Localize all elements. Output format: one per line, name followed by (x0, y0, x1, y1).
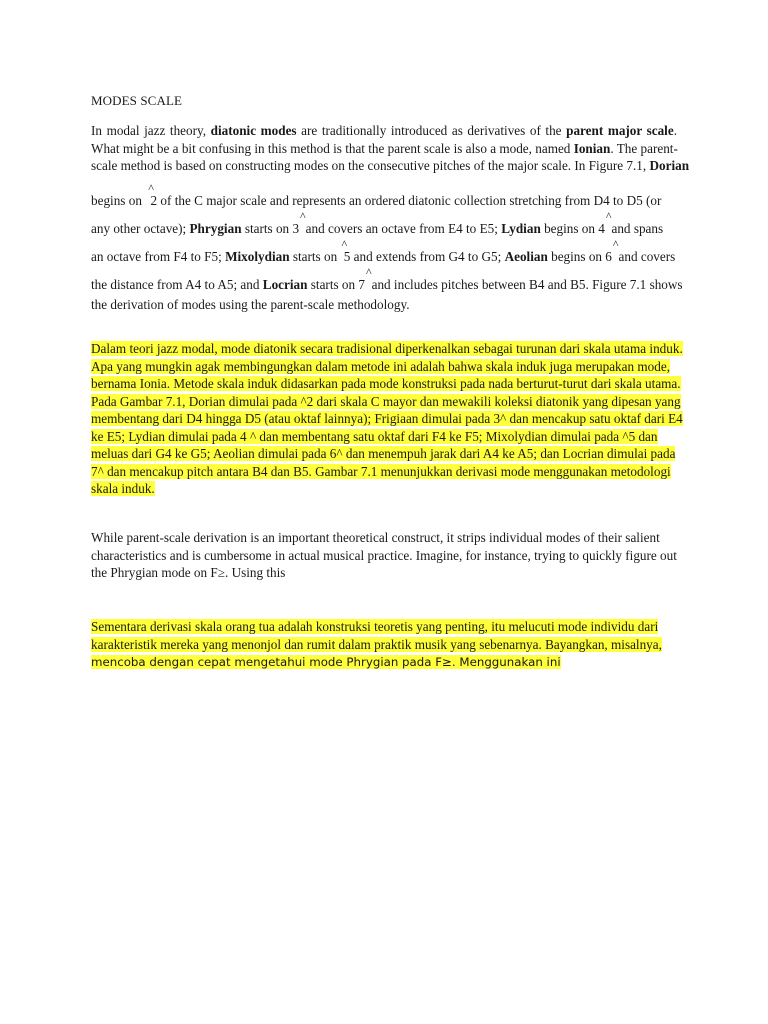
p2-line (91, 340, 683, 358)
p2-line (91, 393, 681, 411)
p1-line-4 (91, 192, 677, 220)
p2-line (91, 375, 681, 393)
highlighted-text: ke E5; Lydian dimulai pada 4 ^ dan membentang satu oktaf dari F4 ke F5; Mixolydian dimulai pada ^5 dan (91, 428, 658, 444)
paragraph-english-2 (91, 529, 678, 582)
p1-line-5 (91, 220, 677, 248)
highlighted-text: bernama Ionia. Metode skala induk didasarkan pada mode konstruksi pada nada berturut-turut dari skala utama. (91, 376, 681, 391)
hat-mark (605, 220, 608, 238)
text-run: begins on (91, 193, 146, 208)
highlighted-text: meluas dari G4 ke G5; Aeolian dimulai pada 6^ dan menempuh jarak dari A4 ke A5; dan Locrian dimulai pada (91, 446, 676, 461)
bold-term-mixolydian: Mixolydian (225, 249, 290, 264)
hat-mark (612, 248, 615, 266)
p1-line-3 (91, 157, 690, 192)
text-run: are traditionally introduced as derivatives of the (296, 123, 567, 138)
text-run: 5 and extends from G4 to G5; (343, 249, 505, 264)
p1-line-7 (91, 276, 683, 296)
text-run: What might be a bit confusing in this method is that the parent scale is also a mode, named (91, 140, 574, 156)
highlighted-text: mencoba dengan cepat mengetahui mode Phrygian pada F≥. Menggunakan ini (91, 655, 561, 669)
p2-line (91, 480, 678, 498)
p3-line: the Phrygian mode on F≥. Using this (91, 565, 286, 580)
highlighted-text: Apa yang mungkin agak membingungkan dalam metode ini adalah bahwa skala induk juga merupakan mode, (91, 358, 670, 374)
p4-line (91, 618, 678, 636)
p2-line (91, 410, 683, 428)
highlighted-text: Pada Gambar 7.1, Dorian dimulai pada ^2 dari skala C mayor dan mewakili koleksi diatonik yang dipesan yang (91, 393, 681, 409)
text-run: . (673, 123, 677, 138)
scale-degree-2 (147, 192, 157, 210)
degree-number: 2 (150, 193, 158, 208)
p1-line-6 (91, 248, 677, 276)
hat-mark (340, 248, 343, 266)
p1-line-8: the derivation of modes using the parent-scale methodology. (91, 297, 410, 312)
bold-term-diatonic-modes: diatonic modes (210, 123, 297, 138)
bold-term-parent-major-scale: parent major scale (566, 123, 674, 138)
highlighted-text: membentang dari D4 hingga D5 (atau oktaf lainnya); Frigiaan dimulai pada 3^ dan mencakup satu oktaf dari E4 (91, 411, 683, 426)
p1-line-2 (91, 140, 677, 158)
highlighted-text: skala induk. (91, 481, 155, 496)
text-run: any other octave); (91, 221, 190, 236)
p3-line: While parent-scale derivation is an important theoretical construct, it strips individual modes of their salient (91, 530, 660, 545)
text-run: scale method is based on constructing modes on the consecutive pitches of the major scale. In Figure 7.1, (91, 158, 650, 173)
highlighted-text: karakteristik mereka yang menonjol dan rumit dalam praktik musik yang sebenarnya. Bayangkan, misalnya, (91, 636, 662, 652)
p2-line (91, 445, 678, 463)
highlighted-text: Dalam teori jazz modal, mode diatonik secara tradisional diperkenalkan sebagai turunan dari skala utama induk. (91, 341, 683, 356)
hat-mark (365, 276, 368, 294)
paragraph-translation-1 (91, 340, 683, 498)
bold-term-phrygian: Phrygian (189, 221, 242, 236)
p4-line (91, 636, 678, 654)
bold-term-locrian: Locrian (262, 277, 308, 292)
text-run: begins on 6 (547, 249, 612, 264)
text-run: and includes pitches between B4 and B5. Figure 7.1 shows (368, 277, 683, 292)
p2-line (91, 463, 678, 481)
p1-line-1 (91, 122, 677, 140)
highlighted-text: 7^ dan mencakup pitch antara B4 dan B5. Gambar 7.1 menunjukkan derivasi mode menggunakan metodologi (91, 463, 671, 479)
text-run: an octave from F4 to F5; (91, 249, 226, 264)
text-run: begins on 4 (540, 221, 605, 236)
text-run: and covers (615, 249, 676, 264)
paragraph-translation-2 (91, 618, 678, 671)
bold-term-ionian: Ionian (573, 140, 611, 156)
text-run: starts on 3 (241, 221, 300, 236)
bold-term-lydian: Lydian (501, 221, 541, 236)
text-run: and covers an octave from E4 to E5; (302, 221, 502, 236)
text-run: the distance from A4 to A5; and (91, 277, 263, 292)
text-run: of the C major scale and represents an ordered diatonic collection stretching from D4 to D5 (or (157, 193, 662, 208)
document-heading: MODES SCALE (91, 93, 183, 108)
bold-term-dorian: Dorian (649, 158, 690, 173)
p3-line: characteristics and is cumbersome in actual musical practice. Imagine, for instance, trying to quickly figure out (91, 547, 677, 563)
p4-line (91, 653, 678, 671)
highlighted-text: Sementara derivasi skala orang tua adalah konstruksi teoretis yang penting, itu melucuti mode individu dari (91, 619, 659, 634)
paragraph-english-1 (91, 122, 690, 314)
text-run: starts on 7 (307, 277, 365, 292)
text-run: . The parent- (610, 140, 678, 156)
p2-line (91, 428, 678, 446)
p2-line (91, 358, 678, 376)
hat-mark (299, 220, 302, 238)
bold-term-aeolian: Aeolian (504, 249, 548, 264)
text-run: and spans (608, 221, 664, 236)
text-run: starts on (289, 249, 341, 264)
text-run: In modal jazz theory, (91, 123, 211, 138)
